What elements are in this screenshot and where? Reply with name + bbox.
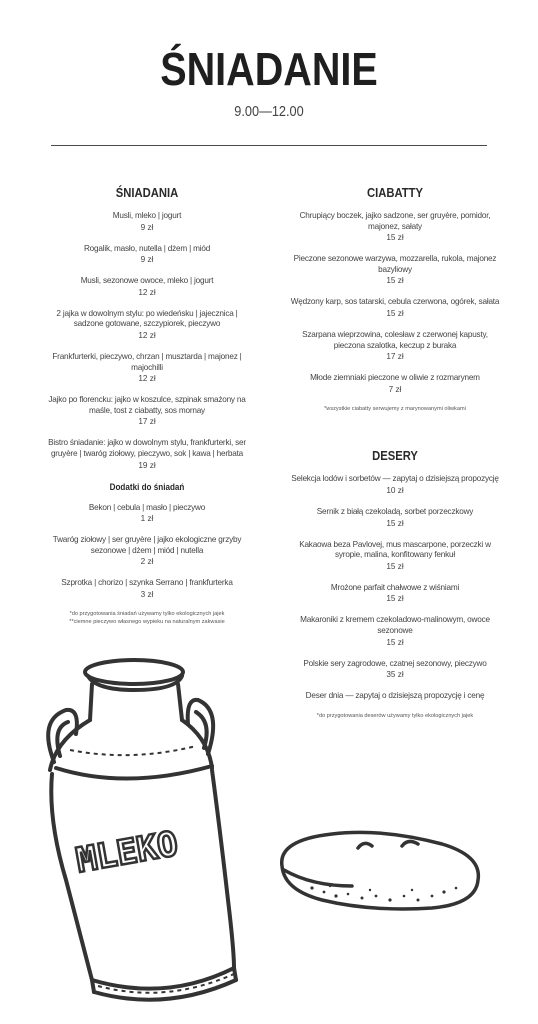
footnote: *do przygotowania śniadań używamy tylko ekologicznych jajek: [69, 610, 225, 617]
menu-item: [290, 615, 500, 647]
menu-item: [290, 540, 500, 572]
dodatki-notes: [42, 611, 252, 626]
section-title-dodatki: Dodatki do śniadań: [109, 481, 185, 492]
item-description: Musli, mleko | jogurt: [112, 211, 182, 220]
item-description: Wędzony karp, sos tatarski, cebula czerwona, ogórek, sałata: [290, 297, 500, 307]
menu-item: [42, 309, 252, 341]
item-description: Sernik z białą czekoladą, sorbet porzeczkowy: [316, 506, 474, 516]
item-price: 12 zł: [138, 330, 156, 340]
menu-item: [290, 691, 500, 702]
page-title: ŚNIADANIE: [160, 43, 378, 95]
menu-item: [290, 659, 500, 681]
right-column: [290, 186, 500, 720]
item-price: 15 zł: [386, 233, 404, 243]
item-price: 1 zł: [140, 514, 154, 524]
opening-hours: 9.00—12.00: [234, 103, 304, 120]
menu-item: [290, 211, 500, 243]
item-price: 12 zł: [138, 287, 156, 297]
item-description: Jajko po florencku: jajko w koszulce, szpinak smażony na maśle, tost z ciabatty, sos mornay: [48, 395, 246, 415]
addon-item: [42, 578, 252, 600]
item-price: 15 zł: [386, 308, 404, 318]
section-title-ciabatty: CIABATTY: [366, 186, 424, 200]
item-price: 15 zł: [386, 561, 404, 571]
menu-item: [290, 254, 500, 286]
item-price: 17 zł: [138, 417, 156, 427]
bread-loaf-icon: [272, 826, 488, 916]
item-description: Mrożone parfait chałwowe z wiśniami: [330, 582, 460, 592]
menu-item: [290, 583, 500, 605]
item-description: Makaroniki z kremem czekoladowo-malinowym, owoce sezonowe: [300, 615, 490, 635]
milk-can-icon: [36, 650, 250, 1015]
menu-item: [290, 297, 500, 319]
menu-item: [290, 330, 500, 362]
item-price: 15 zł: [386, 518, 404, 528]
menu-item: [290, 373, 500, 395]
item-price: 9 zł: [140, 255, 154, 265]
item-description: Bekon | cebula | masło | pieczywo: [88, 502, 206, 512]
footnote: *do przygotowania deserów używamy tylko ekologicznych jajek: [316, 712, 474, 719]
item-description: Szarpana wieprzowina, colesław z czerwonej kapusty, pieczona szalotka, keczup z buraka: [302, 329, 488, 350]
menu-item: [290, 474, 500, 496]
item-description: Frankfurterki, pieczywo, chrzan | musztarda | majonez | majochilli: [52, 351, 242, 372]
item-price: 12 zł: [138, 374, 156, 384]
item-price: 7 zł: [388, 384, 402, 394]
item-description: Chrupiący boczek, jajko sadzone, ser gruyère, pomidor, majonez, sałaty: [299, 211, 491, 231]
menu-item: [290, 507, 500, 529]
item-description: Szprotka | chorizo | szynka Serrano | frankfurterka: [61, 578, 233, 588]
item-description: Młode ziemniaki pieczone w oliwie z rozmarynem: [310, 373, 480, 383]
ciabatty-list: [290, 211, 500, 395]
sniadania-list: [42, 211, 252, 471]
section-title-sniadania: ŚNIADANIA: [115, 186, 179, 200]
left-column: [42, 186, 252, 626]
menu-item: [42, 352, 252, 384]
item-price: 2 zł: [140, 557, 154, 567]
addon-item: [42, 535, 252, 567]
header-divider: [51, 145, 487, 146]
item-description: Musli, sezonowe owoce, mleko | jogurt: [80, 276, 214, 286]
footnote: **ciemne pieczywo własnego wypieku na naturalnym zakwasie: [69, 618, 225, 625]
menu-item: [42, 244, 252, 266]
item-description: Deser dnia — zapytaj o dzisiejszą propozycję i cenę: [305, 691, 485, 701]
dodatki-list: [42, 503, 252, 600]
item-description: 2 jajka w dowolnym stylu: po wiedeńsku | jajecznica | sadzone gotowane, szczypiorek, pieczywo: [56, 308, 238, 329]
item-price: 19 zł: [138, 460, 156, 470]
menu-item: [42, 276, 252, 298]
item-price: 9 zł: [140, 222, 154, 232]
item-price: 15 zł: [386, 594, 404, 604]
item-description: Selekcja lodów i sorbetów — zapytaj o dzisiejszą propozycję: [291, 474, 499, 484]
footnote: *wszystkie ciabatty serwujemy z marynowanymi oliwkami: [324, 405, 466, 412]
desery-list: [290, 474, 500, 701]
milk-can-label: MLEKO: [73, 823, 181, 882]
item-price: 15 zł: [386, 276, 404, 286]
section-title-desery: DESERY: [372, 449, 418, 464]
addon-item: [42, 503, 252, 525]
item-price: 15 zł: [386, 637, 404, 647]
item-description: Rogalik, masło, nutella | dżem | miód: [83, 243, 211, 253]
item-description: Bistro śniadanie: jajko w dowolnym stylu, frankfurterki, ser gruyère | twaróg ziołowy, pieczywo, sok | kawa | herbata: [48, 438, 246, 458]
menu-item: [42, 395, 252, 427]
item-description: Polskie sery zagrodowe, czatnej sezonowy, pieczywo: [303, 658, 487, 668]
item-description: Twaróg ziołowy | ser gruyère | jajko ekologiczne grzyby sezonowe | dżem | miód | nutella: [52, 535, 242, 555]
item-price: 10 zł: [386, 485, 404, 495]
item-description: Pieczone sezonowe warzywa, mozzarella, rukola, majonez bazyliowy: [293, 254, 497, 274]
menu-item: [42, 438, 252, 470]
item-price: 3 zł: [140, 589, 154, 599]
item-price: 35 zł: [386, 670, 404, 680]
item-description: Kakaowa beza Pavlovej, mus mascarpone, porzeczki w syropie, malina, konfitowany fenkuł: [299, 539, 491, 560]
menu-item: [42, 211, 252, 233]
item-price: 17 zł: [386, 352, 404, 362]
